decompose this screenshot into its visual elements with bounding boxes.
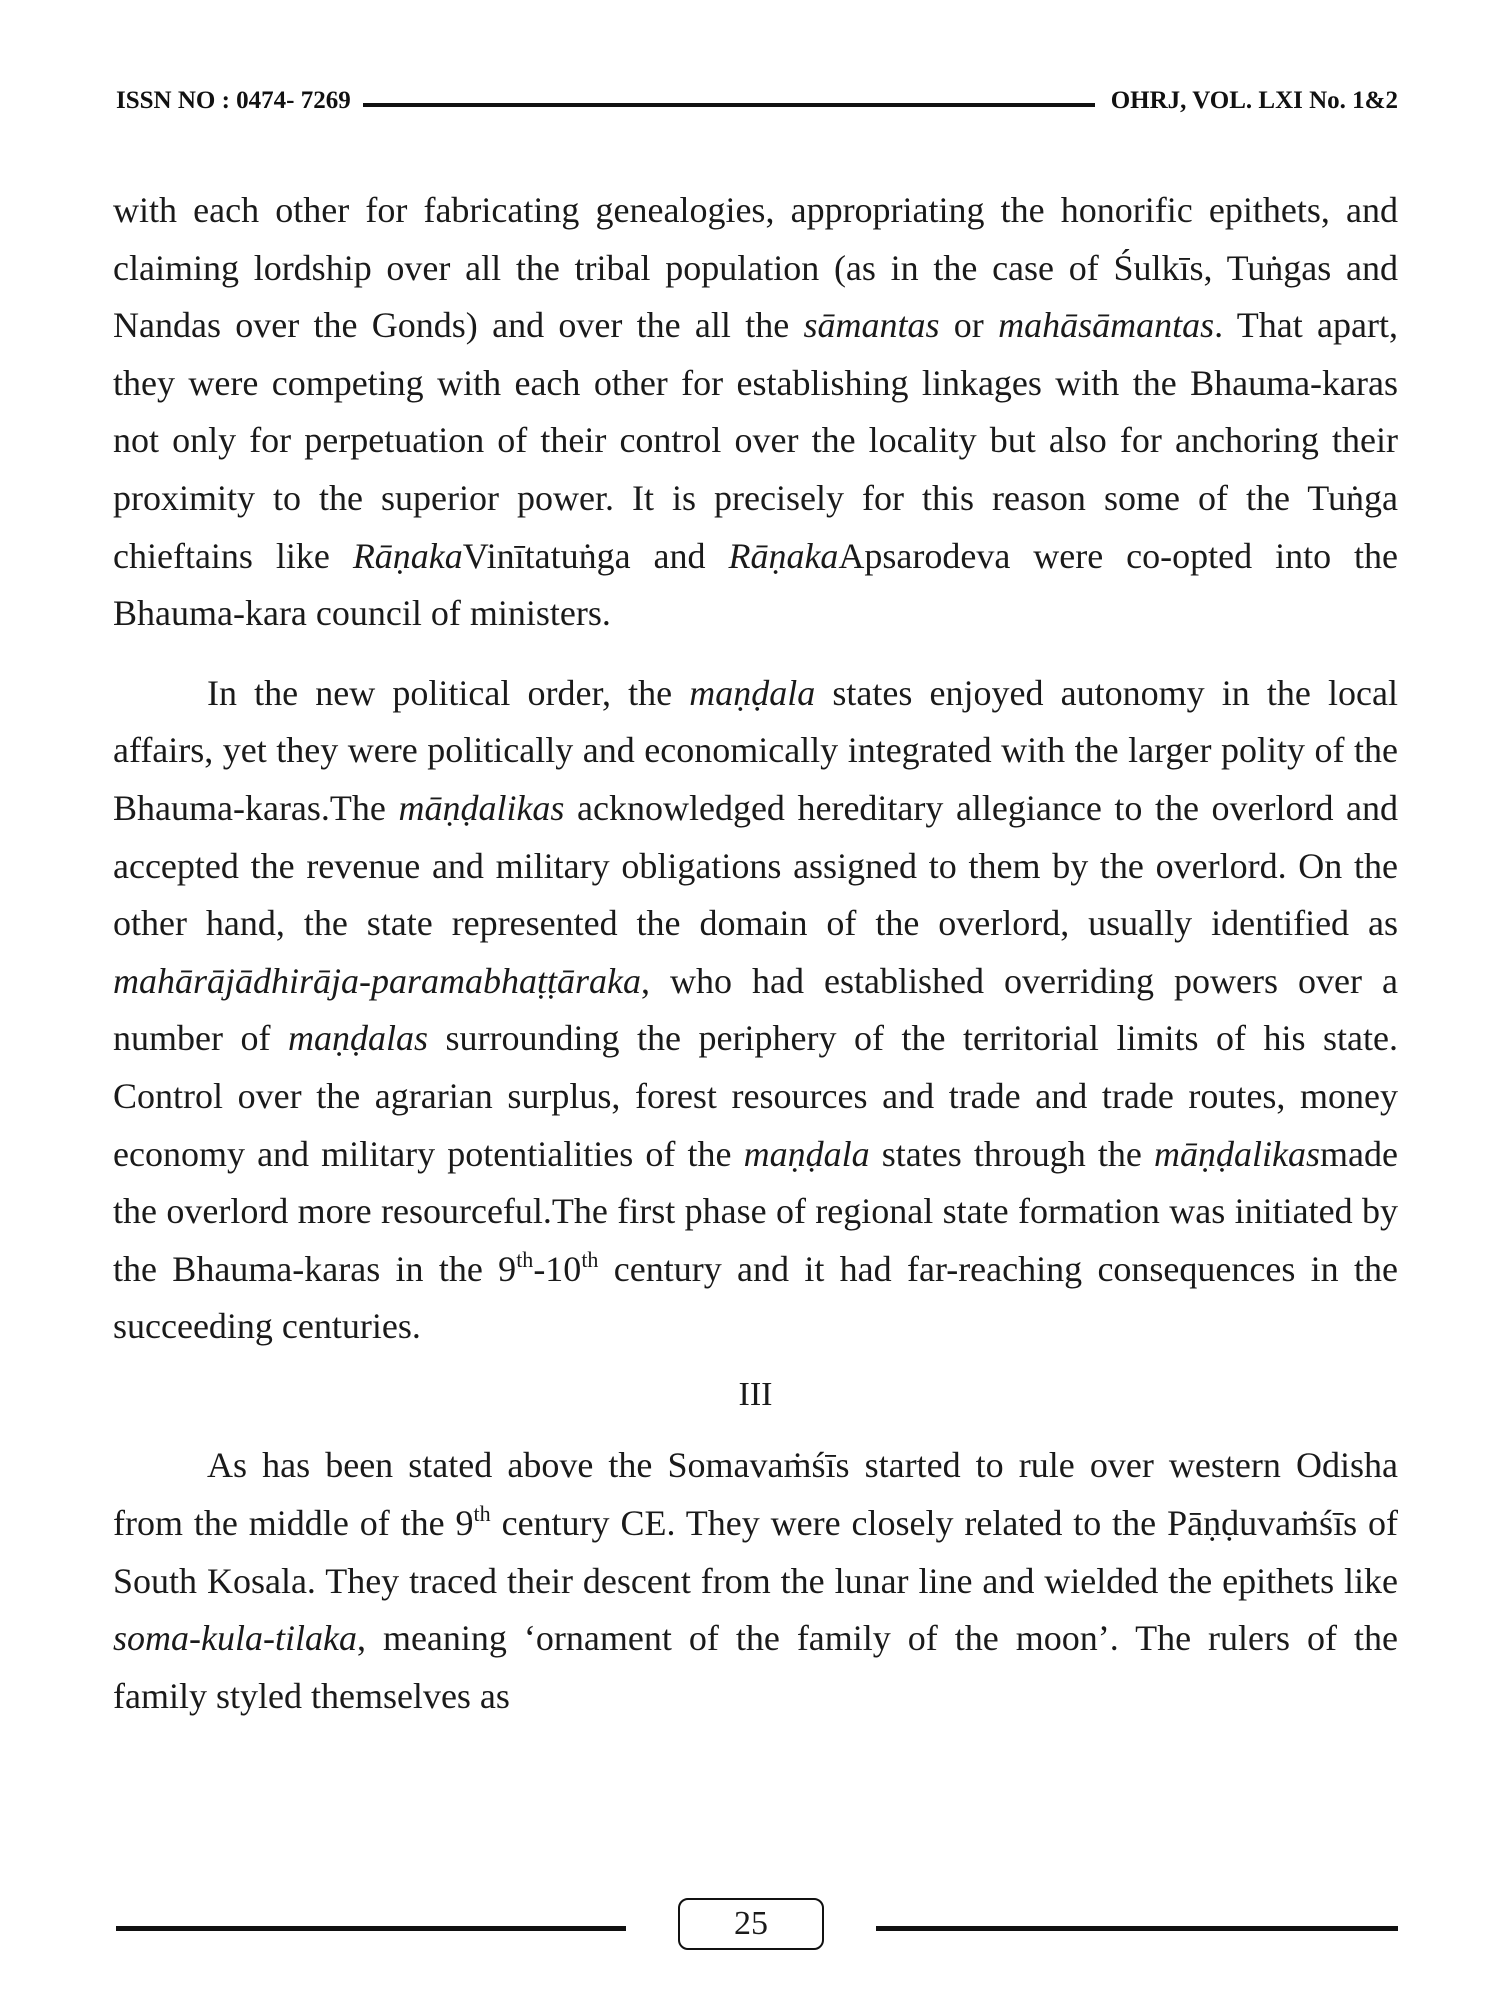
superscript: th: [516, 1246, 534, 1272]
text-run: . That apart, they were competing with each other for establishing linkages with the Bhauma-karas not only for perpetuation of their control over the locality but also for anchoring their proximity to the superior power. It is precisely for this reason some of the Tuṅga chieftains like: [113, 305, 1398, 576]
running-header: [116, 86, 1398, 116]
text-run: with each other for fabricating genealogies, appropriating the honorific epithets, and claiming lordship over all the tribal population (as in the case of Śulkīs, Tuṅgas and Nandas over the Gonds) and over the all the: [113, 190, 1398, 346]
header-rule: [363, 103, 1095, 107]
paragraph-1: [113, 182, 1398, 643]
italic-term: mahārājādhirāja-paramabhaṭṭāraka: [113, 960, 642, 1001]
paragraph-3: [113, 1437, 1398, 1725]
italic-term: sāmantas: [803, 305, 940, 346]
italic-term: maṇḍalas: [288, 1018, 429, 1059]
text-run: -10: [533, 1248, 582, 1289]
text-run: acknowledged hereditary allegiance to the overlord and accepted the revenue and military obligations assigned to them by the overlord. On the other hand, the state represented the domain of the overlord, usually identified as: [113, 787, 1398, 944]
page-number-box: 25: [678, 1898, 824, 1950]
italic-term: Rāṇaka: [352, 535, 463, 576]
footer-rule-right: [876, 1926, 1398, 1931]
text-run: or: [939, 305, 999, 346]
italic-term: maṇḍala: [689, 672, 816, 713]
footer-rule-left: [116, 1926, 626, 1931]
text-run: century and it had far-reaching consequences in the succeeding centuries.: [113, 1248, 1398, 1347]
section-heading: III: [738, 1375, 773, 1413]
text-run: surrounding the periphery of the territorial limits of his state. Control over the agrarian surplus, forest resources and trade and trade routes, money economy and military potentialities of the: [113, 1018, 1398, 1174]
text-run: century CE. They were closely related to the Pāṇḍuvaṁśīs of South Kosala. They traced their descent from the lunar line and wielded the epithets like: [113, 1503, 1398, 1601]
journal-label: OHRJ, VOL. LXI No. 1&2: [1110, 87, 1398, 114]
text-run: states through the: [869, 1133, 1155, 1174]
italic-term: maṇḍala: [743, 1133, 870, 1174]
text-run: made the overlord more resourceful.The first phase of regional state formation was initiated by the Bhauma-karas in the 9: [113, 1133, 1399, 1289]
italic-term: soma-kula-tilaka: [113, 1618, 357, 1659]
page-footer: [116, 1898, 1398, 1958]
issn-label: ISSN NO : 0474- 7269: [116, 87, 351, 114]
superscript: th: [473, 1501, 491, 1527]
text-run: Vinītatuṅga and: [462, 535, 729, 576]
paragraph-2: [113, 665, 1398, 1356]
page-body: [113, 182, 1398, 1725]
text-run: In the new political order, the: [207, 672, 690, 713]
italic-term: Rāṇaka: [728, 535, 839, 576]
italic-term: mahāsāmantas: [998, 305, 1215, 346]
text-run: , meaning ‘ornament of the family of the moon’. The rulers of the family styled themselves as: [113, 1618, 1398, 1716]
superscript: th: [581, 1246, 599, 1272]
text-run: Apsarodeva were co-opted into the Bhauma-kara council of ministers.: [113, 535, 1399, 634]
text-run: As has been stated above the Somavaṁśīs started to rule over western Odisha from the middle of the 9: [113, 1445, 1398, 1544]
text-run: , who had established overriding powers over a number of: [113, 960, 1398, 1059]
text-run: states enjoyed autonomy in the local affairs, yet they were politically and economically integrated with the larger polity of the Bhauma-karas.The: [113, 672, 1398, 828]
italic-term: māṇḍalikas: [1154, 1133, 1321, 1174]
italic-term: māṇḍalikas: [398, 787, 565, 828]
